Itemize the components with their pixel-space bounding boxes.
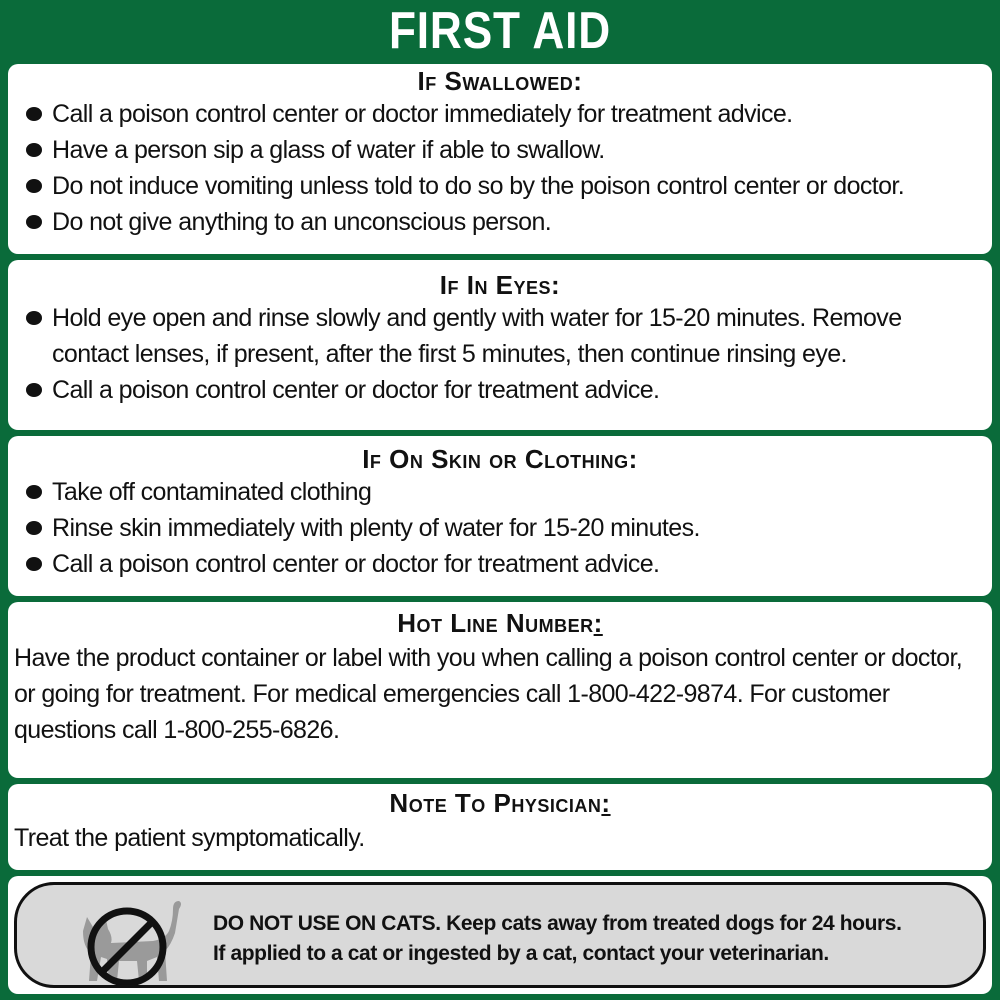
warning-box bbox=[14, 882, 986, 988]
section-heading: If In Eyes: bbox=[439, 270, 561, 300]
list-item: Hold eye open and rinse slowly and gently with water for 15-20 minutes. Remove contact lenses, if present, after the first 5 minutes, then continue rinsing eye. bbox=[8, 300, 992, 372]
physician-text: Treat the patient symptomatically. bbox=[14, 824, 365, 852]
section-note-to-physician bbox=[8, 784, 992, 870]
list-item: Call a poison control center or doctor for treatment advice. bbox=[8, 546, 992, 582]
section-if-on-skin bbox=[8, 436, 992, 596]
section-if-swallowed bbox=[8, 64, 992, 254]
list-item: Call a poison control center or doctor for treatment advice. bbox=[8, 372, 992, 408]
list-item: Rinse skin immediately with plenty of water for 15-20 minutes. bbox=[8, 510, 992, 546]
bullet-list bbox=[8, 300, 992, 408]
list-item: Call a poison control center or doctor immediately for treatment advice. bbox=[8, 96, 992, 132]
list-item: Have a person sip a glass of water if able to swallow. bbox=[8, 132, 992, 168]
cat-warning-panel bbox=[8, 876, 992, 994]
warning-rest: Keep cats away from treated dogs for 24 hours. If applied to a cat or ingested by a cat, contact your veterinarian. bbox=[213, 912, 902, 965]
warning-bold: DO NOT USE ON CATS. bbox=[213, 912, 441, 935]
section-heading: If On Skin or Clothing: bbox=[362, 444, 638, 474]
section-heading: If Swallowed: bbox=[417, 66, 583, 96]
warning-text bbox=[213, 909, 913, 969]
bullet-list bbox=[8, 474, 992, 582]
section-if-in-eyes bbox=[8, 260, 992, 430]
no-cats-icon bbox=[61, 891, 191, 987]
section-heading bbox=[8, 602, 992, 640]
page-title: FIRST AID bbox=[388, 2, 612, 60]
heading-colon: : bbox=[593, 608, 603, 638]
hotline-text: Have the product container or label with you when calling a poison control center or doctor, or going for treatment. For medical emergencies call 1-800-422-9874. For customer questions call 1-800-255-6826. bbox=[14, 644, 963, 744]
section-hot-line bbox=[8, 602, 992, 778]
list-item: Do not give anything to an unconscious person. bbox=[8, 204, 992, 240]
section-heading bbox=[8, 784, 992, 820]
heading-text: Hot Line Number bbox=[397, 608, 594, 638]
list-item: Take off contaminated clothing bbox=[8, 474, 992, 510]
list-item: Do not induce vomiting unless told to do so by the poison control center or doctor. bbox=[8, 168, 992, 204]
heading-text: Note To Physician bbox=[389, 788, 602, 818]
bullet-list bbox=[8, 96, 992, 240]
heading-colon: : bbox=[601, 788, 611, 818]
